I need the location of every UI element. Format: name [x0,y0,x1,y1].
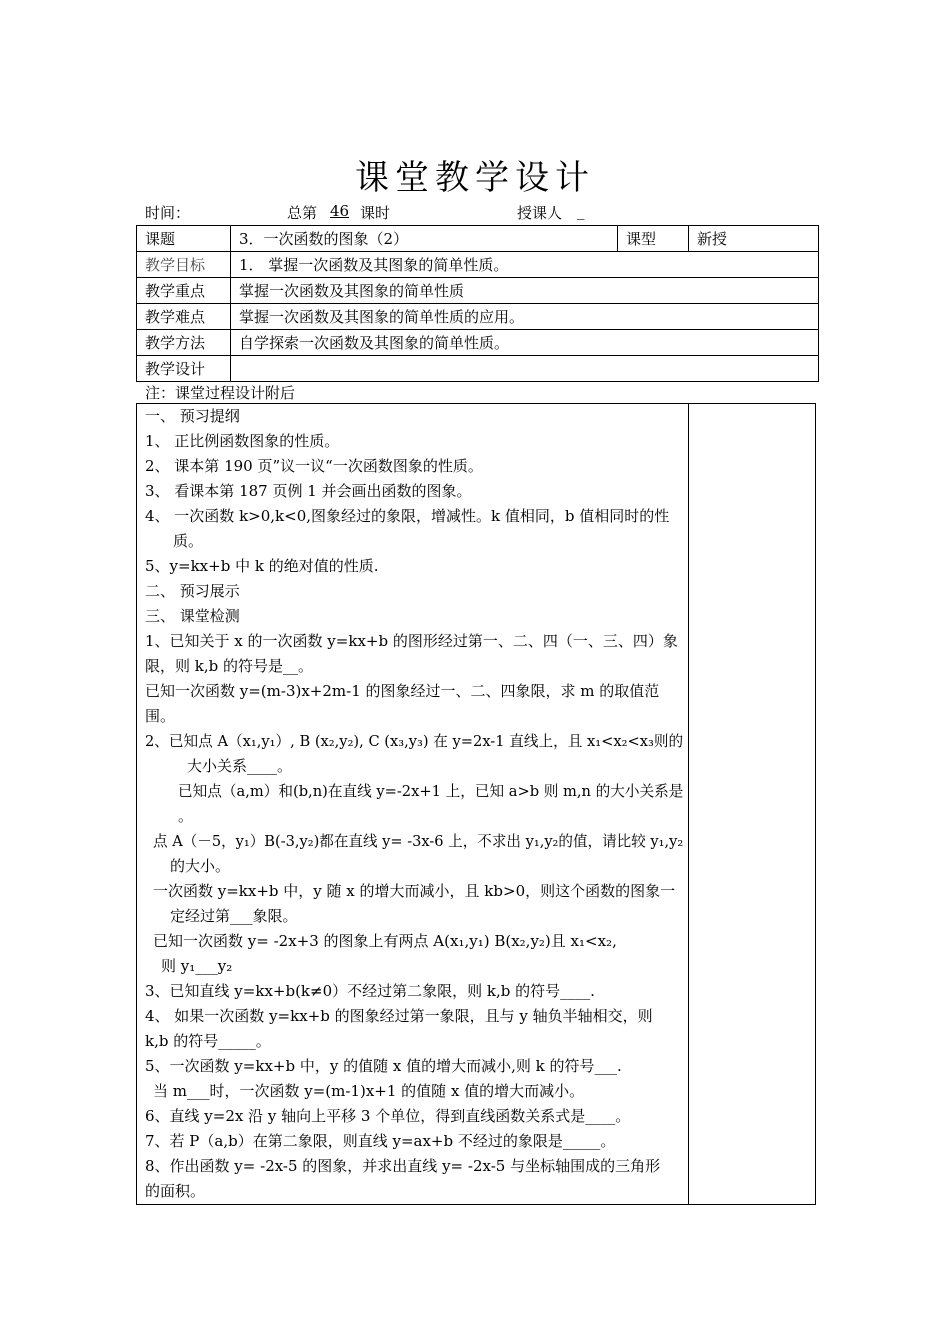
difficulty-value: 掌握一次函数及其图象的简单性质的应用。 [231,304,819,330]
table-row [137,356,819,382]
content-line: 一次函数 y=kx+b 中，y 随 x 的增大而减小，且 kb>0，则这个函数的图象一 [153,882,676,900]
content-line: 围。 [145,707,176,725]
key-label: 教学重点 [137,278,231,304]
content-line: 7、若 P（a,b）在第二象限，则直线 y=ax+b 不经过的象限是_____。 [145,1132,616,1150]
content-line: 2、已知点 A（x₁,y₁）, B (x₂,y₂), C (x₃,y₃) 在 y=2x-1 直线上，且 x₁<x₂<x₃则的 [145,732,684,750]
content-line: 3、 看课本第 187 页例 1 并会画出函数的图象。 [145,482,472,500]
content-line: 定经过第___象限。 [170,907,298,925]
time-label: 时间： [145,204,191,222]
topic-label: 课题 [137,226,231,252]
type-value: 新授 [689,226,819,252]
content-line: 。 [178,807,194,825]
content-line: 则 y₁___y₂ [161,957,233,975]
lesson-prefix: 总第 [287,204,318,222]
topic-value: 3．一次函数的图象（2） [231,226,618,252]
content-line: 质。 [173,532,204,550]
content-line: 6、直线 y=2x 沿 y 轴向上平移 3 个单位，得到直线函数关系式是____。 [145,1107,631,1125]
page-title: 课堂教学设计 [355,158,595,198]
content-line: 已知一次函数 y=(m-3)x+2m-1 的图象经过一、二、四象限，求 m 的取值范 [145,682,660,700]
difficulty-label: 教学难点 [137,304,231,330]
table-row [137,330,819,356]
content-line: 的面积。 [145,1182,206,1200]
key-value: 掌握一次函数及其图象的简单性质 [231,278,819,304]
goal-value: 1． 掌握一次函数及其图象的简单性质。 [231,252,819,278]
content-line: 4、 如果一次函数 y=kx+b 的图象经过第一象限，且与 y 轴负半轴相交，则 [145,1007,653,1025]
design-value [231,356,819,382]
content-line: 5、y=kx+b 中 k 的绝对值的性质. [145,557,379,575]
teacher-blank: _ [577,202,585,220]
lesson-number: 46 [330,202,350,220]
content-line: 的大小。 [170,857,231,875]
content-line: 已知一次函数 y= -2x+3 的图象上有两点 A(x₁,y₁) B(x₂,y₂)且 x₁<x₂, [153,932,617,950]
content-line: 3、已知直线 y=kx+b(k≠0）不经过第二象限，则 k,b 的符号____. [145,982,595,1000]
table-row [137,304,819,330]
content-line: 2、 课本第 190 页”议一议“一次函数图象的性质。 [145,457,483,475]
table-row [137,226,819,252]
section-heading-2: 二、 预习展示 [145,582,240,600]
content-line: 8、作出函数 y= -2x-5 的图象，并求出直线 y= -2x-5 与坐标轴围成的三角形 [145,1157,661,1175]
design-label: 教学设计 [137,356,231,382]
content-line: k,b 的符号_____。 [145,1032,271,1050]
content-line: 限，则 k,b 的符号是__。 [145,657,313,675]
content-line: 1、已知关于 x 的一次函数 y=kx+b 的图形经过第一、二、四（一、三、四）象 [145,632,678,650]
lesson-info-table [136,225,819,382]
content-line: 大小关系____。 [187,757,293,775]
content-line: 当 m___时，一次函数 y=(m-1)x+1 的值随 x 值的增大而减小。 [153,1082,585,1100]
method-label: 教学方法 [137,330,231,356]
method-value: 自学探索一次函数及其图象的简单性质。 [231,330,819,356]
table-row [137,252,819,278]
goal-label: 教学目标 [137,252,231,278]
note: 注：课堂过程设计附后 [145,384,296,402]
content-line: 4、 一次函数 k>0,k<0,图象经过的象限，增减性。k 值相同，b 值相同时的性 [145,507,670,525]
content-line: 点 A（－5，y₁）B(-3,y₂)都在直线 y= -3x-6 上，不求出 y₁,y₂的值，请比较 y₁,y₂ [153,832,684,850]
section-heading-1: 一、 预习提纲 [145,407,240,425]
table-row [137,278,819,304]
type-label: 课型 [618,226,689,252]
lesson-suffix: 课时 [360,204,391,222]
content-line: 5、一次函数 y=kx+b 中，y 的值随 x 值的增大而减小,则 k 的符号___. [145,1057,622,1075]
teacher-label: 授课人 [517,204,563,222]
content-line: 已知点（a,m）和(b,n)在直线 y=-2x+1 上，已知 a>b 则 m,n 的大小关系是 [178,782,684,800]
section-heading-3: 三、 课堂检测 [145,607,240,625]
side-column [689,403,816,1205]
content-line: 1、 正比例函数图象的性质。 [145,432,340,450]
